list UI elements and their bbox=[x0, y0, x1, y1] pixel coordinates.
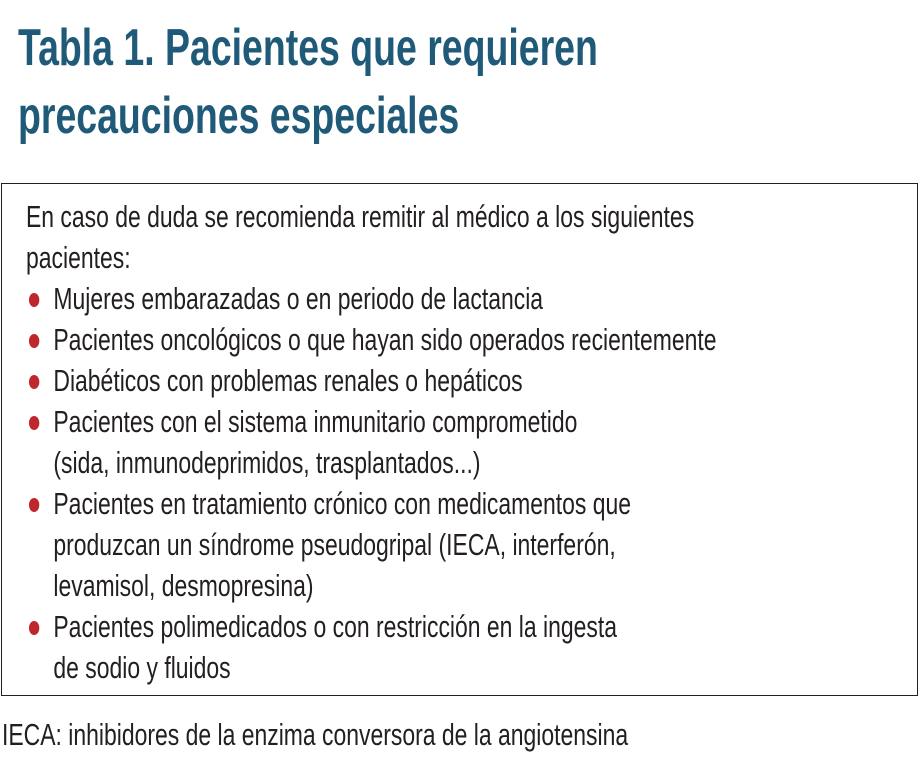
intro-line-1: En caso de duda se recomienda remitir al médico a los siguientes bbox=[26, 199, 695, 234]
list-item bbox=[26, 360, 899, 401]
patient-list bbox=[26, 278, 899, 688]
list-item-line: produzcan un síndrome pseudogripal (IECA, interferón, bbox=[53, 527, 616, 562]
list-item-line: de sodio y fluidos bbox=[53, 650, 231, 685]
bullet-icon bbox=[29, 498, 39, 512]
intro-line-2: pacientes: bbox=[26, 240, 131, 275]
content-box-inner bbox=[26, 196, 899, 688]
list-item-line: Pacientes oncológicos o que hayan sido operados recientemente bbox=[53, 322, 717, 357]
bullet-icon bbox=[29, 416, 39, 430]
content-box bbox=[1, 183, 918, 696]
list-item-line: Pacientes en tratamiento crónico con medicamentos que bbox=[53, 486, 632, 521]
table-title-line-1: Tabla 1. Pacientes que requieren bbox=[18, 19, 598, 77]
list-item-line: Diabéticos con problemas renales o hepáticos bbox=[53, 363, 523, 398]
list-item bbox=[26, 483, 899, 606]
list-item bbox=[26, 319, 899, 360]
list-item bbox=[26, 278, 899, 319]
bullet-icon bbox=[29, 293, 39, 307]
list-item-line: Mujeres embarazadas o en periodo de lactancia bbox=[53, 281, 544, 316]
bullet-icon bbox=[29, 375, 39, 389]
list-item bbox=[26, 401, 899, 483]
list-item bbox=[26, 606, 899, 688]
list-item-line: levamisol, desmopresina) bbox=[53, 568, 314, 603]
table-title bbox=[18, 14, 882, 150]
intro-text bbox=[26, 196, 899, 278]
footnote: IECA: inhibidores de la enzima conversora de la angiotensina bbox=[2, 717, 629, 752]
list-item-line: (sida, inmunodeprimidos, trasplantados...) bbox=[53, 445, 481, 480]
bullet-icon bbox=[29, 621, 39, 635]
table-title-line-2: precauciones especiales bbox=[18, 87, 460, 145]
bullet-icon bbox=[29, 334, 39, 348]
list-item-line: Pacientes con el sistema inmunitario comprometido bbox=[53, 404, 578, 439]
list-item-line: Pacientes polimedicados o con restricción en la ingesta bbox=[53, 609, 618, 644]
